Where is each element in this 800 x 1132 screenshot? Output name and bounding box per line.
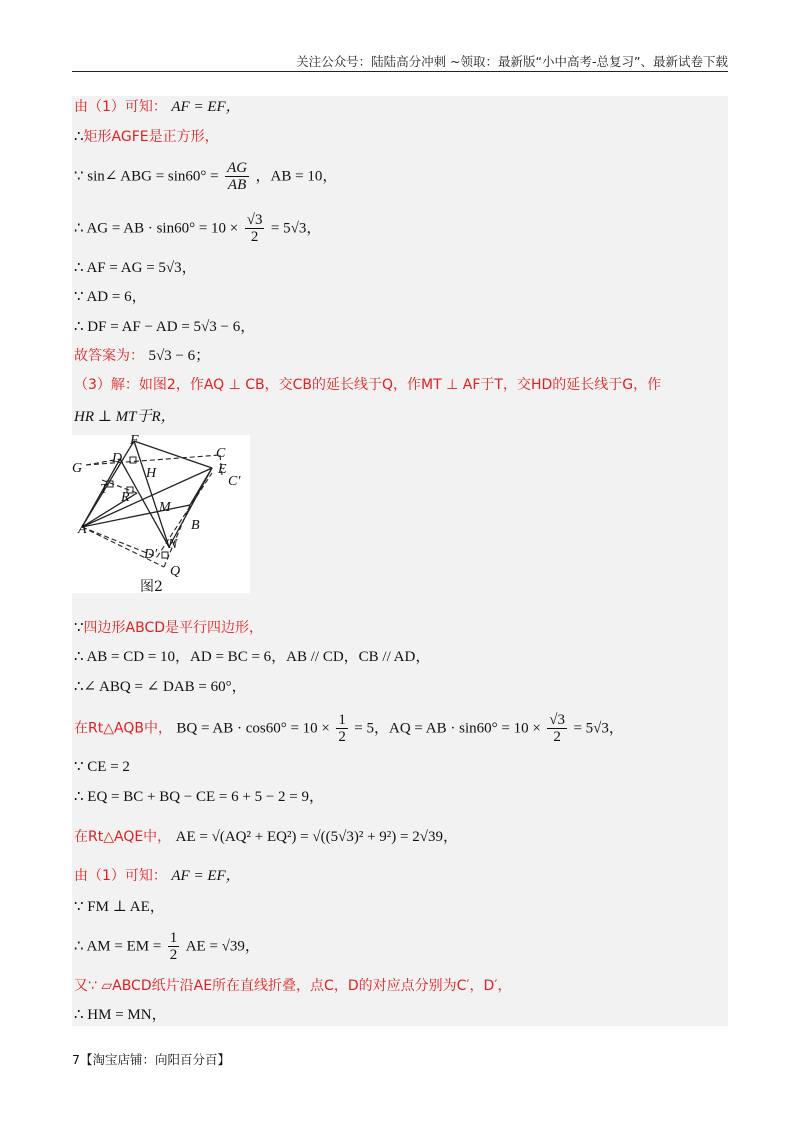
figure-svg: [72, 435, 250, 593]
line-5: ∴ AF = AG = 5√3，: [74, 260, 197, 276]
line-7: ∴ DF = AF − AD = 5√3 − 6，: [74, 319, 256, 335]
line-22: ∴ HM = MN，: [74, 1007, 167, 1023]
label-Q: Q: [170, 564, 181, 579]
page-footer: 7【淘宝店铺：向阳百分百】: [72, 1052, 230, 1067]
line-9: （3）解：如图2，作AQ ⊥ CB，交CB的延长线于Q，作MT ⊥ AF于T，交HD的延长线于G，作: [74, 377, 662, 393]
header-rule: [72, 71, 728, 72]
fraction: $\frac{√3}{2}$: [246, 212, 263, 245]
figure-caption: 图2: [140, 579, 163, 593]
label-F: F: [130, 435, 139, 448]
line-2: ∴矩形AGFE是正方形，: [74, 129, 219, 145]
label-Cprime: C′: [228, 474, 241, 489]
line-1: 由（1）可知： AF = EF，: [74, 99, 241, 115]
label-B: B: [191, 518, 200, 533]
line-6: ∵ AD = 6，: [74, 289, 147, 305]
label-G: G: [72, 461, 83, 476]
label-E: E: [218, 462, 227, 477]
line-14: 在Rt△AQB中， BQ = AB · cos60° = 10 × $\frac{1}{2}$ = 5，AQ = AB · sin60° = 10 × $\frac{√3}{2}$ = 5√3，: [74, 712, 624, 745]
line-3: ∵ sin∠ ABG = sin60° = $\frac{AG}{AB}$ ，AB = 10，: [74, 160, 338, 193]
fraction: $\frac{1}{2}$: [338, 712, 346, 745]
line-17: 在Rt△AQE中， AE = √(AQ² + EQ²) = √((5√3)² + 9²) = 2√39，: [74, 829, 458, 845]
fraction: $\frac{1}{2}$: [169, 930, 178, 963]
label-M: M: [159, 500, 171, 515]
fraction: $\frac{AG}{AB}$: [227, 160, 248, 193]
line-16: ∴ EQ = BC + BQ − CE = 6 + 5 − 2 = 9，: [74, 789, 325, 805]
label-R: R: [121, 490, 130, 505]
label-C: C: [216, 446, 226, 461]
line-4: ∴ AG = AB · sin60° = 10 × $\frac{√3}{2}$ = 5√3，: [74, 212, 322, 245]
line-11: ∵四边形ABCD是平行四边形，: [74, 620, 264, 636]
line-10: HR ⊥ MT于R，: [74, 409, 176, 425]
label-H: H: [146, 466, 157, 481]
line-18: 由（1）可知： AF = EF，: [74, 868, 241, 884]
line-21: 又∵ ▱ABCD纸片沿AE所在直线折叠，点C，D的对应点分别为C′，D′，: [74, 978, 512, 994]
line-19: ∵ FM ⊥ AE，: [74, 899, 165, 915]
label-A: A: [78, 522, 87, 537]
line-13: ∴∠ ABQ = ∠ DAB = 60°，: [74, 679, 247, 695]
fraction: $\frac{√3}{2}$: [549, 712, 565, 745]
label-T: T: [100, 482, 108, 497]
label-Dprime: D′: [144, 547, 158, 562]
line-20: ∴ AM = EM = $\frac{1}{2}$ AE = √39，: [74, 930, 260, 963]
geometry-figure: [72, 435, 250, 593]
page-header: 关注公众号：陆陆高分冲刺 ~领取：最新版“小中高考-总复习”、最新试卷下载: [296, 54, 728, 69]
line-15: ∵ CE = 2: [74, 759, 130, 775]
line-8: 故答案为： 5√3 − 6；: [74, 348, 211, 364]
label-N: N: [168, 537, 178, 552]
line-12: ∴ AB = CD = 10，AD = BC = 6，AB // CD，CB // AD，: [74, 649, 431, 665]
label-D: D: [112, 451, 123, 466]
